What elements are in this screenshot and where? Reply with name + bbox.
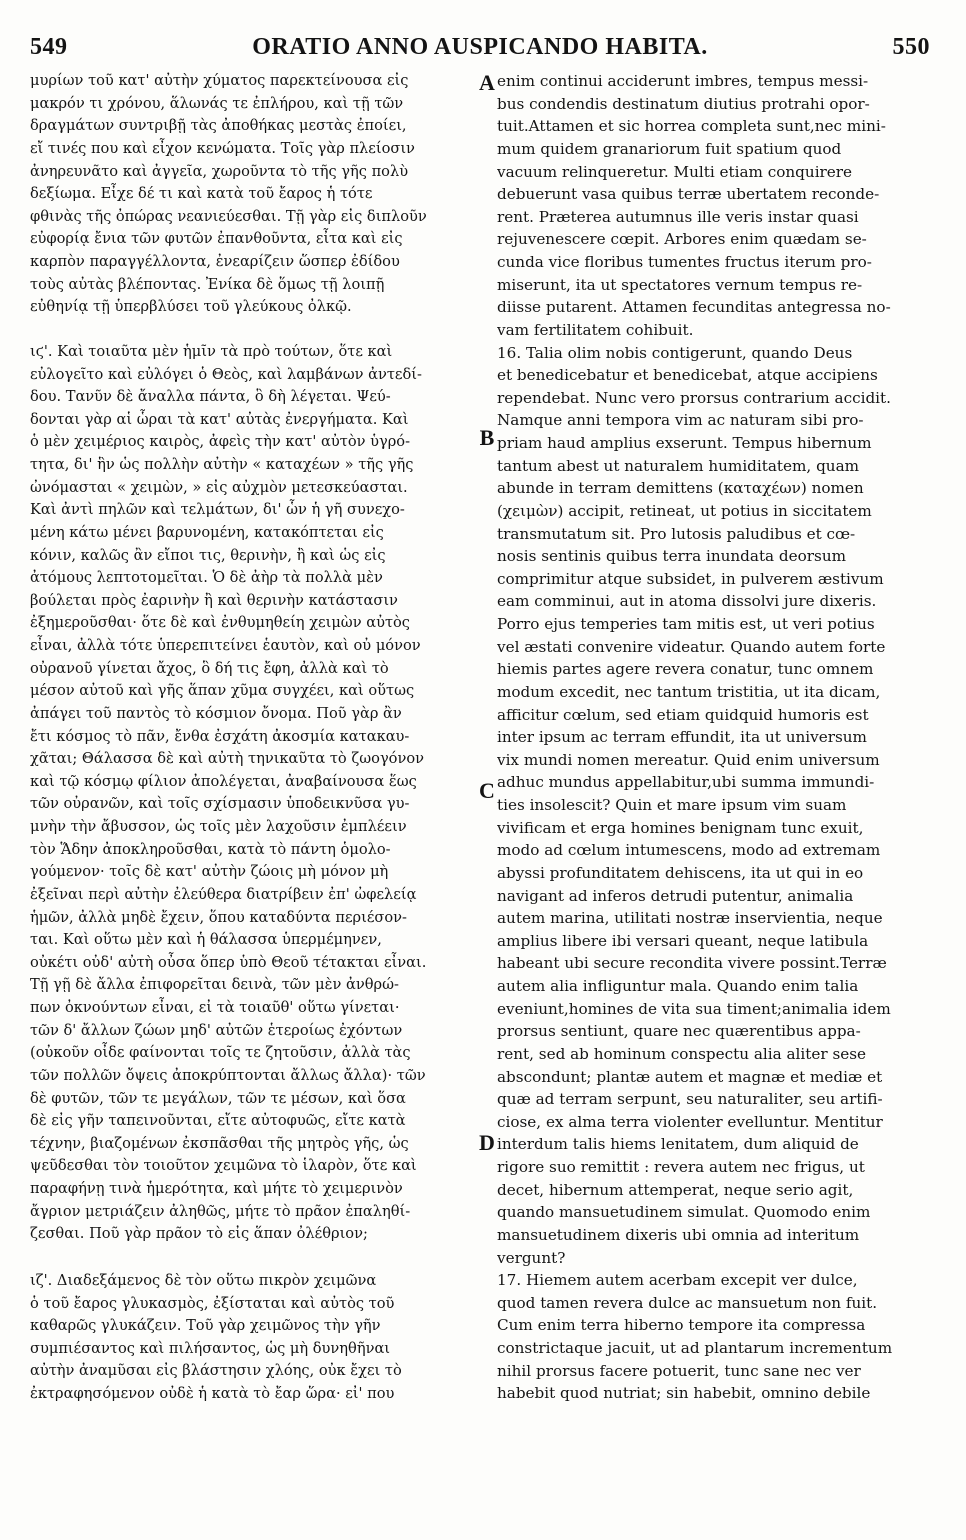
text-line: μακρόν τι χρόνου, ἅλωνάς τε ἐπλήρου, καὶ τῇ τῶν [30, 94, 404, 112]
latin-column [497, 70, 935, 1405]
text-line: ἄγριον μετριάζειν ἀληθῶς, μήτε τὸ πρᾶον ἐπαληθί- [30, 1202, 411, 1220]
text-line: et benedicebatur et benedicebat, atque accipiens [497, 366, 878, 385]
text-line: Καὶ ἀντὶ πηλῶν καὶ τελμάτων, δι' ὧν ἡ γῆ συνεχο- [30, 501, 405, 519]
text-line: οὐρανοῦ γίνεται ἄχος, ὃ δή τις ἔφη, ἀλλὰ καὶ τὸ [30, 659, 389, 677]
text-line: vergunt? [497, 1248, 566, 1267]
text-line: Porro ejus temperies tam mitis est, ut veri potius [497, 615, 875, 633]
page-number-left: 549 [30, 34, 68, 60]
text-line: rent. Præterea autumnus ille veris instar quasi [497, 207, 859, 226]
text-line: Τῇ γῇ δὲ ἄλλα ἐπιφορεῖται δεινὰ, τῶν μὲν ἀνθρώ- [30, 976, 399, 994]
text-line: δεξίωμα. Εἶχε δέ τι καὶ κατὰ τοῦ ἔαρος ἡ τότε [30, 185, 373, 203]
text-line: vam fertilitatem cohibuit. [497, 320, 694, 339]
text-line: adhuc mundus appellabitur,ubi summa immundi- [497, 773, 875, 792]
running-title: ORATIO ANNO AUSPICANDO HABITA. [252, 34, 708, 60]
text-line: nosis sentinis quibus terra inundata deorsum [497, 547, 847, 566]
text-line: quando mansuetudinem simulat. Quomodo enim [497, 1203, 871, 1222]
text-line: autem marina, utilitati nostræ inservientia, neque [497, 909, 883, 928]
text-line: ἀτόμους λεπτοτομεῖται. Ὁ δὲ ἀὴρ τὰ πολλὰ μὲν [30, 569, 383, 587]
text-line: χᾶται; Θάλασσα δὲ καὶ αὐτὴ τηνικαῦτα τὸ ζωογόνον [30, 750, 424, 768]
text-line: bus condendis destinatum diutius protrahi opor- [497, 94, 870, 113]
text-line: ιϛ'. Καὶ τοιαῦτα μὲν ἡμῖν τὰ πρὸ τούτων, ὅτε καὶ [30, 342, 393, 360]
text-line: habeant ubi secure recondita vivere possint.Terræ [497, 954, 887, 973]
text-line: nihil prorsus facere potuerit, tunc sane nec ver [497, 1361, 861, 1380]
text-line: habebit quod nutriat; sin habebit, omnino debile [497, 1384, 871, 1403]
text-line: ιζ'. Διαδεξάμενος δὲ τὸν οὕτω πικρὸν χειμῶνα [30, 1271, 377, 1289]
text-line: quæ ad terram serpunt, seu naturaliter, seu artifi- [497, 1090, 883, 1109]
text-line: ἀπάγει τοῦ παντὸς τὸ κόσμιον ὄνομα. Ποῦ γὰρ ἂν [30, 704, 402, 722]
text-line: rejuvenescere cœpit. Arbores enim quædam se- [497, 230, 867, 249]
text-line: ζεσθαι. Ποῦ γὰρ πρᾶον τὸ εἰς ἅπαν ὀλέθριον; [30, 1225, 368, 1243]
greek-paragraph [30, 1270, 478, 1406]
margin-marker-b: B [479, 425, 495, 450]
text-line: transmutatum sit. Pro lutosis paludibus et cœ- [497, 524, 856, 543]
text-line: Cum enim terra hiberno tempore ita compressa [497, 1316, 866, 1335]
text-line: φθινὰς τῆς ὀπώρας νεανιεύεσθαι. Τῇ γὰρ εἰς διπλοῦν [30, 207, 427, 225]
text-line: οὐκέτι οὐδ' αὐτὴ οὖσα ὅπερ ὑπὸ Θεοῦ τέτακται εἶναι. [30, 953, 427, 971]
text-line: constrictaque jacuit, ut ad plantarum incrementum [497, 1339, 893, 1357]
text-line: vacuum relinqueretur. Multi etiam conquirere [497, 162, 853, 181]
text-line: prorsus sentiunt, quare nec quærentibus appa- [497, 1022, 861, 1041]
text-line: πων ὀκνούντων εἶναι, εἰ τὰ τοιαῦθ' οὕτω γίνεται· [30, 999, 400, 1016]
text-line: rependebat. Nunc vero prorsus contrarium accidit. [497, 388, 891, 407]
text-line: ἡμῶν, ἀλλὰ μηδὲ ἔχειν, ὅπου καταδύντα περιέσον- [30, 908, 407, 926]
text-line: abscondunt; plantæ autem et magnæ et mediæ et [497, 1067, 883, 1086]
text-line: hiemis partes agere revera conatur, tunc omnem [497, 660, 874, 679]
margin-marker-c: C [479, 778, 495, 803]
text-line: inter ipsum ac terram effundit, ita ut universum [497, 728, 867, 747]
text-line: μένη κάτω μένει βαρυνομένη, κατακόπτεται εἰς [30, 523, 384, 541]
text-line: συμπιέσαντος καὶ πιλήσαντος, ὡς μὴ δυνηθῆναι [30, 1339, 391, 1357]
text-line: comprimitur atque subsidet, in pulverem æstivum [497, 569, 884, 588]
text-line: ψεῦδεσθαι τὸν τοιοῦτον χειμῶνα τὸ ἱλαρὸν, ὅτε καὶ [30, 1157, 417, 1175]
text-line: modum excedit, nec tantum tristitia, ut ita dicam, [497, 682, 881, 701]
text-line: κόνιν, καλῶς ἂν εἴποι τις, θερινὴν, ἢ καὶ ὡς εἰς [30, 546, 386, 564]
text-line: γούμενον· τοῖς δὲ κατ' αὐτὴν ζώοις μὴ μόνον μὴ [30, 863, 389, 881]
text-line: autem alia infliguntur mala. Quando enim talia [497, 977, 859, 995]
text-line: miserunt, ita ut spectatores vernum tempus re- [497, 275, 863, 294]
text-line: καθαρῶς γλυκάζειν. Τοῦ γὰρ χειμῶνος τὴν γῆν [30, 1317, 381, 1335]
text-line: βούλεται πρὸς ἐαρινὴν ἢ καὶ θερινὴν κατάστασιν [30, 591, 398, 609]
text-line: vivificam et erga homines benignam tunc exuit, [497, 818, 864, 837]
greek-column [30, 70, 478, 1406]
text-line: ται. Καὶ οὕτω μὲν καὶ ἡ θάλασσα ὑπερμέμηνεν, [30, 931, 382, 949]
text-line: interdum talis hiems lenitatem, dum aliquid de [497, 1135, 859, 1154]
text-line: τοὺς αὐτὰς βλέποντας. Ἐνίκα δὲ ὅμως τῇ λοιπῇ [30, 275, 385, 293]
text-line: ἐξημεροῦσθαι· ὅτε δὲ καὶ ἐνθυμηθείη χειμὼν αὐτὸς [30, 614, 410, 632]
text-line: debuerunt vasa quibus terræ ubertatem reconde- [497, 185, 880, 204]
text-line: τητα, δι' ἣν ὡς πολλὴν αὐτὴν « καταχέων » τῆς γῆς [30, 456, 414, 473]
text-line: 17. Hiemem autem acerbam excepit ver dulce, [497, 1271, 858, 1290]
text-line: τέχνην, βιαζομένων ἐκσπᾶσθαι τῆς μητρὸς γῆς, ὡς [30, 1134, 409, 1152]
text-line: εἶναι, ἀλλὰ τότε ὑπερεπιτείνει ἑαυτὸν, καὶ οὐ μόνον [30, 637, 421, 654]
latin-paragraph [497, 1269, 935, 1405]
text-line: (οὐκοῦν οἶδε φαίνονται τοῖς τε ζητοῦσιν, ἀλλὰ τὰς [30, 1044, 411, 1062]
text-line: μυρίων τοῦ κατ' αὐτὴν χύματος παρεκτείνουσα εἰς [30, 72, 409, 89]
text-line: enim continui acciderunt imbres, tempus messi- [497, 72, 869, 90]
text-line: δραγμάτων συντριβῇ τὰς ἀποθήκας μεστὰς ἐποίει, [30, 117, 407, 135]
text-line: amplius libere ibi versari queant, neque latibula [497, 931, 869, 950]
text-line: (χειμὼν) accipit, retineat, ut potius in siccitatem [497, 501, 872, 520]
text-line: navigant ad inferos detrudi putentur, animalia [497, 886, 854, 905]
text-line: εὐλογεῖτο καὶ εὐλόγει ὁ Θεὸς, καὶ λαμβάνων ἀντεδί- [30, 365, 422, 383]
text-line: παραφήνῃ τινὰ ἡμερότητα, καὶ μήτε τὸ χειμερινὸν [30, 1180, 403, 1197]
text-line: εὐφορίᾳ ἔνια τῶν φυτῶν ἐπανθοῦντα, εἶτα καὶ εἰς [30, 230, 403, 248]
text-line: 16. Talia olim nobis contigerunt, quando Deus [497, 343, 853, 362]
text-line: modo ad cœlum intumescens, modo ad extremam [497, 841, 881, 860]
page-number-right: 550 [892, 34, 930, 60]
greek-paragraph [30, 70, 478, 319]
text-line: δου. Τανῦν δὲ ἄναλλα πάντα, ὃ δὴ λέγεται. Ψεύ- [30, 388, 391, 406]
text-line: ἐκτραφησόμενον οὐδὲ ἡ κατὰ τὸ ἔαρ ὥρα· εἰ' που [30, 1385, 395, 1402]
text-line: quod tamen revera dulce ac mansuetum non fuit. [497, 1293, 878, 1312]
running-header [30, 34, 930, 64]
text-line: δονται γὰρ αἱ ὧραι τὰ κατ' αὐτὰς ἐνεργήματα. Καὶ [30, 410, 409, 428]
text-line: vel æstati convenire videatur. Quando autem forte [497, 637, 886, 656]
latin-paragraph [497, 70, 935, 342]
text-line: priam haud amplius exserunt. Tempus hibernum [497, 434, 872, 452]
text-line: τῶν πολλῶν ὄψεις ἀποκρύπτονται ἄλλως ἄλλα)· τῶν [30, 1066, 426, 1084]
text-line: τῶν οὐρανῶν, καὶ τοῖς σχίσμασιν ὑποδεικνῦσα γυ- [30, 795, 410, 813]
text-line: ἀνηρευνᾶτο καὶ ἀγγεῖα, χωροῦντα τὸ τῆς γῆς πολὺ [30, 162, 409, 180]
text-line: ciose, ex alma terra violenter evelluntur. Mentitur [497, 1112, 883, 1131]
greek-paragraph [30, 341, 478, 1246]
text-line: αὐτὴν ἀναμῦσαι εἰς βλάστησιν χλόης, οὐκ ἔχει τὸ [30, 1362, 402, 1380]
text-line: Namque anni tempora vim ac naturam sibi pro- [497, 411, 864, 430]
margin-marker-a: A [479, 70, 495, 95]
text-line: καὶ τῷ κόσμῳ φίλιον ἀπολέγεται, ἀναβαίνουσα ἕως [30, 772, 417, 790]
text-line: tantum abest ut naturalem humiditatem, quam [497, 456, 860, 475]
margin-marker-d: D [479, 1130, 495, 1155]
text-line: τῶν δ' ἄλλων ζώων μηδ' αὐτῶν ἑτεροίως ἐχόντων [30, 1021, 403, 1039]
text-line: δὲ εἰς γῆν ταπεινοῦνται, εἴτε αὐτοφυῶς, εἴτε κατὰ [30, 1112, 406, 1130]
text-line: diisse putarent. Attamen fecunditas antegressa no- [497, 298, 891, 317]
text-line: καρπὸν παραγγέλλοντα, ἐνεαρίζειν ὥσπερ ἐδίδου [30, 253, 400, 270]
text-line: eam comminui, aut in atoma dissolvi jure dixeris. [497, 592, 877, 611]
text-line: μνὴν τὴν ἄβυσσον, ὡς τοῖς μὲν λαχοῦσιν ἐμπλέειν [30, 818, 407, 835]
text-line: ties insolescit? Quin et mare ipsum vim suam [497, 796, 847, 814]
text-line: ἐξεῖναι περὶ αὐτὴν ἐλεύθερα διατρίβειν ἐπ' ὠφελείᾳ [30, 885, 417, 903]
text-line: εἴ τινές που καὶ εἶχον κενώματα. Τοῖς γὰρ πλείοσιν [30, 139, 415, 157]
text-line: abyssi profunditatem dehiscens, ita ut qui in eo [497, 863, 864, 882]
text-line: rent, sed ab hominum conspectu alia aliter sese [497, 1044, 867, 1063]
text-line: ὠνόμασται « χειμὼν, » εἰς αὐχμὸν μετεσκεύασται. [30, 478, 408, 496]
text-line: abunde in terram demittens (καταχέων) nomen [497, 479, 864, 498]
text-line: cunda vice floribus tumentes fructus iterum pro- [497, 253, 872, 271]
text-line: τὸν Ἅδην ἀποκληροῦσθαι, κατὰ τὸ πάντη ὁμολο- [30, 840, 391, 858]
text-line: mum quidem granariorum fuit spatium quod [497, 139, 842, 158]
text-line: ἔτι κόσμος τὸ πᾶν, ἔνθα ἐσχάτη ἀκοσμία κατακαυ- [30, 727, 410, 745]
text-line: mansuetudinem dixeris ubi omnia ad interitum [497, 1225, 860, 1244]
text-line: εὐθηνίᾳ τῇ ὑπερβλύσει τοῦ γλεύκους ὀλκῷ. [30, 298, 352, 316]
latin-paragraph [497, 342, 935, 1270]
text-line: decet, hibernum attemperat, neque serio agit, [497, 1180, 854, 1199]
text-line: rigore suo remittit : revera autem nec frigus, ut [497, 1158, 865, 1176]
text-line: tuit.Attamen et sic horrea completa sunt,nec mini- [497, 117, 886, 136]
text-line: δὲ φυτῶν, τῶν τε μεγάλων, τῶν τε μέσων, καὶ ὅσα [30, 1089, 406, 1107]
text-line: ὁ μὲν χειμέριος καιρὸς, ἀφεὶς τὴν κατ' αὐτὸν ὑγρό- [30, 433, 411, 451]
text-line: vix mundi nomen mereatur. Quid enim universum [497, 750, 880, 769]
text-line: ὁ τοῦ ἔαρος γλυκασμὸς, ἐξίσταται καὶ αὐτὸς τοῦ [30, 1294, 395, 1312]
text-line: eveniunt,homines de vita sua timent;animalia idem [497, 999, 891, 1018]
text-line: μέσον αὐτοῦ καὶ γῆς ἅπαν χῦμα συγχέει, καὶ οὕτως [30, 682, 415, 700]
text-line: afficitur cœlum, sed etiam quidquid humoris est [497, 705, 869, 724]
